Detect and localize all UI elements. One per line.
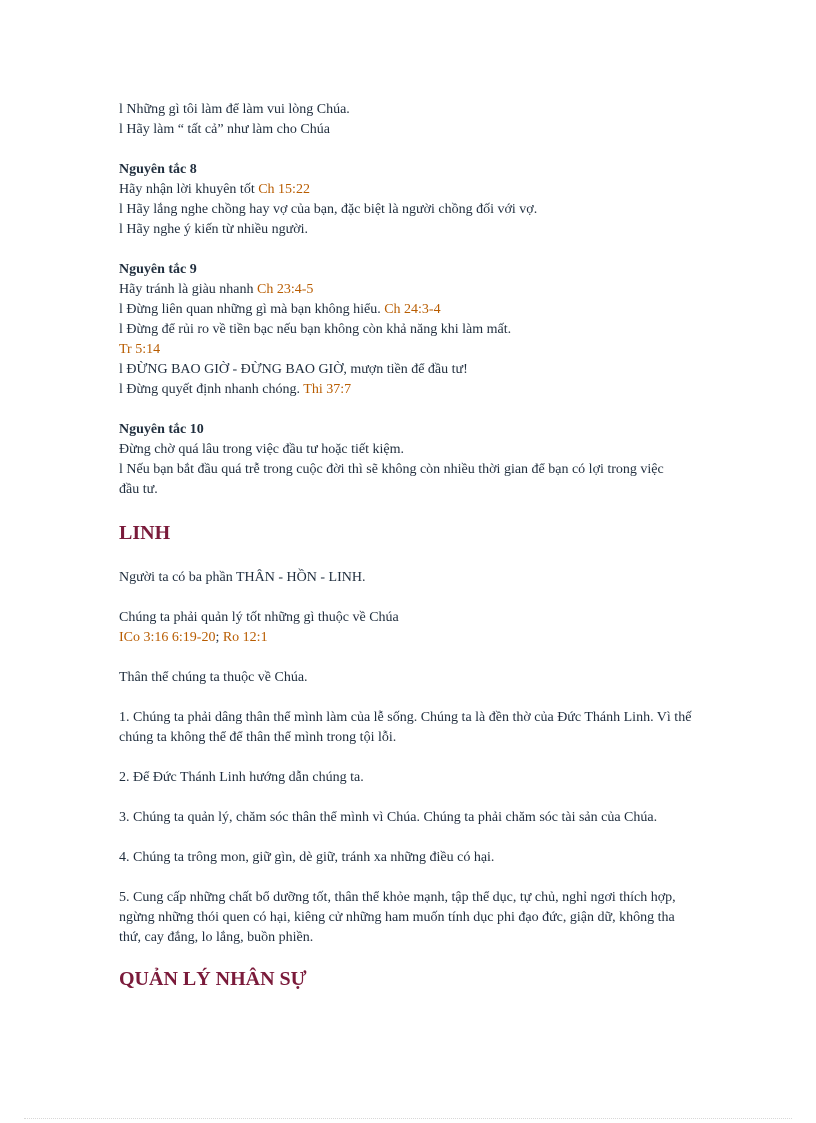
principle-10-title: Nguyên tắc 10 (119, 422, 204, 437)
bullet-line: l Nếu bạn bắt đầu quá trễ trong cuộc đời thì sẽ không còn nhiều thời gian để bạn có lợi trong việc đầu tư. (119, 462, 664, 497)
linh-refs: ICo 3:16 6:19-20; Ro 12:1 (119, 630, 268, 645)
principle-9-line-1: Hãy tránh là giàu nhanh Ch 23:4-5 (119, 282, 314, 297)
bullet-line: l Hãy lắng nghe chồng hay vợ của bạn, đặc biệt là người chồng đối với vợ. (119, 202, 538, 217)
bullet-line: l Những gì tôi làm để làm vui lòng Chúa. (119, 102, 350, 117)
scripture-ref: Ch 23:4-5 (257, 282, 314, 297)
principle-8-line-1: Hãy nhận lời khuyên tốt Ch 15:22 (119, 182, 310, 197)
list-item: 5. Cung cấp những chất bổ dưỡng tốt, thân thể khỏe mạnh, tập thể dục, tự chủ, nghỉ ngơi thích hợp, ngừng những thói quen có hại, kiêng cử những ham muốn tính dục phi đạo đức, giận dữ, không tha thứ, cay đắng, lo lắng, buồn phiền. (119, 890, 676, 945)
document-page (119, 100, 699, 992)
page-bottom-divider (24, 1118, 792, 1119)
principle-8-title: Nguyên tắc 8 (119, 162, 197, 177)
principle-9-title: Nguyên tắc 9 (119, 262, 197, 277)
list-item: 3. Chúng ta quản lý, chăm sóc thân thể mình vì Chúa. Chúng ta phải chăm sóc tài sản của Chúa. (119, 810, 658, 825)
bullet-line: l Hãy làm “ tất cả” như làm cho Chúa (119, 122, 330, 137)
principle-10-line-1: Đừng chờ quá lâu trong việc đầu tư hoặc tiết kiệm. (119, 442, 404, 457)
scripture-ref: Ro 12:1 (222, 630, 268, 645)
bullet-line: l Đừng để rủi ro về tiền bạc nếu bạn không còn khả năng khi làm mất. (119, 322, 512, 337)
principle-9-line-6: l Đừng quyết định nhanh chóng. Thi 37:7 (119, 382, 352, 397)
list-item: 1. Chúng ta phải dâng thân thể mình làm của lễ sống. Chúng ta là đền thờ của Đức Thánh Linh. Vì thế chúng ta không thể để thân thể mình trong tội lỗi. (119, 710, 692, 745)
linh-body: Thân thể chúng ta thuộc về Chúa. (119, 670, 308, 685)
section-heading-personnel: QUẢN LÝ NHÂN SỰ (119, 968, 307, 990)
linh-intro: Người ta có ba phần THÂN - HỒN - LINH. (119, 570, 366, 585)
scripture-ref: ICo 3:16 6:19-20 (119, 630, 216, 645)
scripture-ref: Ch 15:22 (258, 182, 310, 197)
scripture-ref: Thi 37:7 (303, 382, 352, 397)
scripture-ref: Ch 24:3-4 (384, 302, 441, 317)
bullet-line: l Hãy nghe ý kiến từ nhiều người. (119, 222, 308, 237)
principle-9-line-2: l Đừng liên quan những gì mà bạn không hiểu. Ch 24:3-4 (119, 302, 441, 317)
list-item: 2. Để Đức Thánh Linh hướng dẫn chúng ta. (119, 770, 364, 785)
section-heading-linh: LINH (119, 522, 171, 544)
list-item: 4. Chúng ta trông mon, giữ gìn, dè giữ, tránh xa những điều có hại. (119, 850, 495, 865)
scripture-ref: Tr 5:14 (119, 342, 161, 357)
bullet-line: l ĐỪNG BAO GIỜ - ĐỪNG BAO GIỜ, mượn tiền để đầu tư! (119, 362, 468, 377)
linh-manage: Chúng ta phải quản lý tốt những gì thuộc về Chúa (119, 610, 399, 625)
